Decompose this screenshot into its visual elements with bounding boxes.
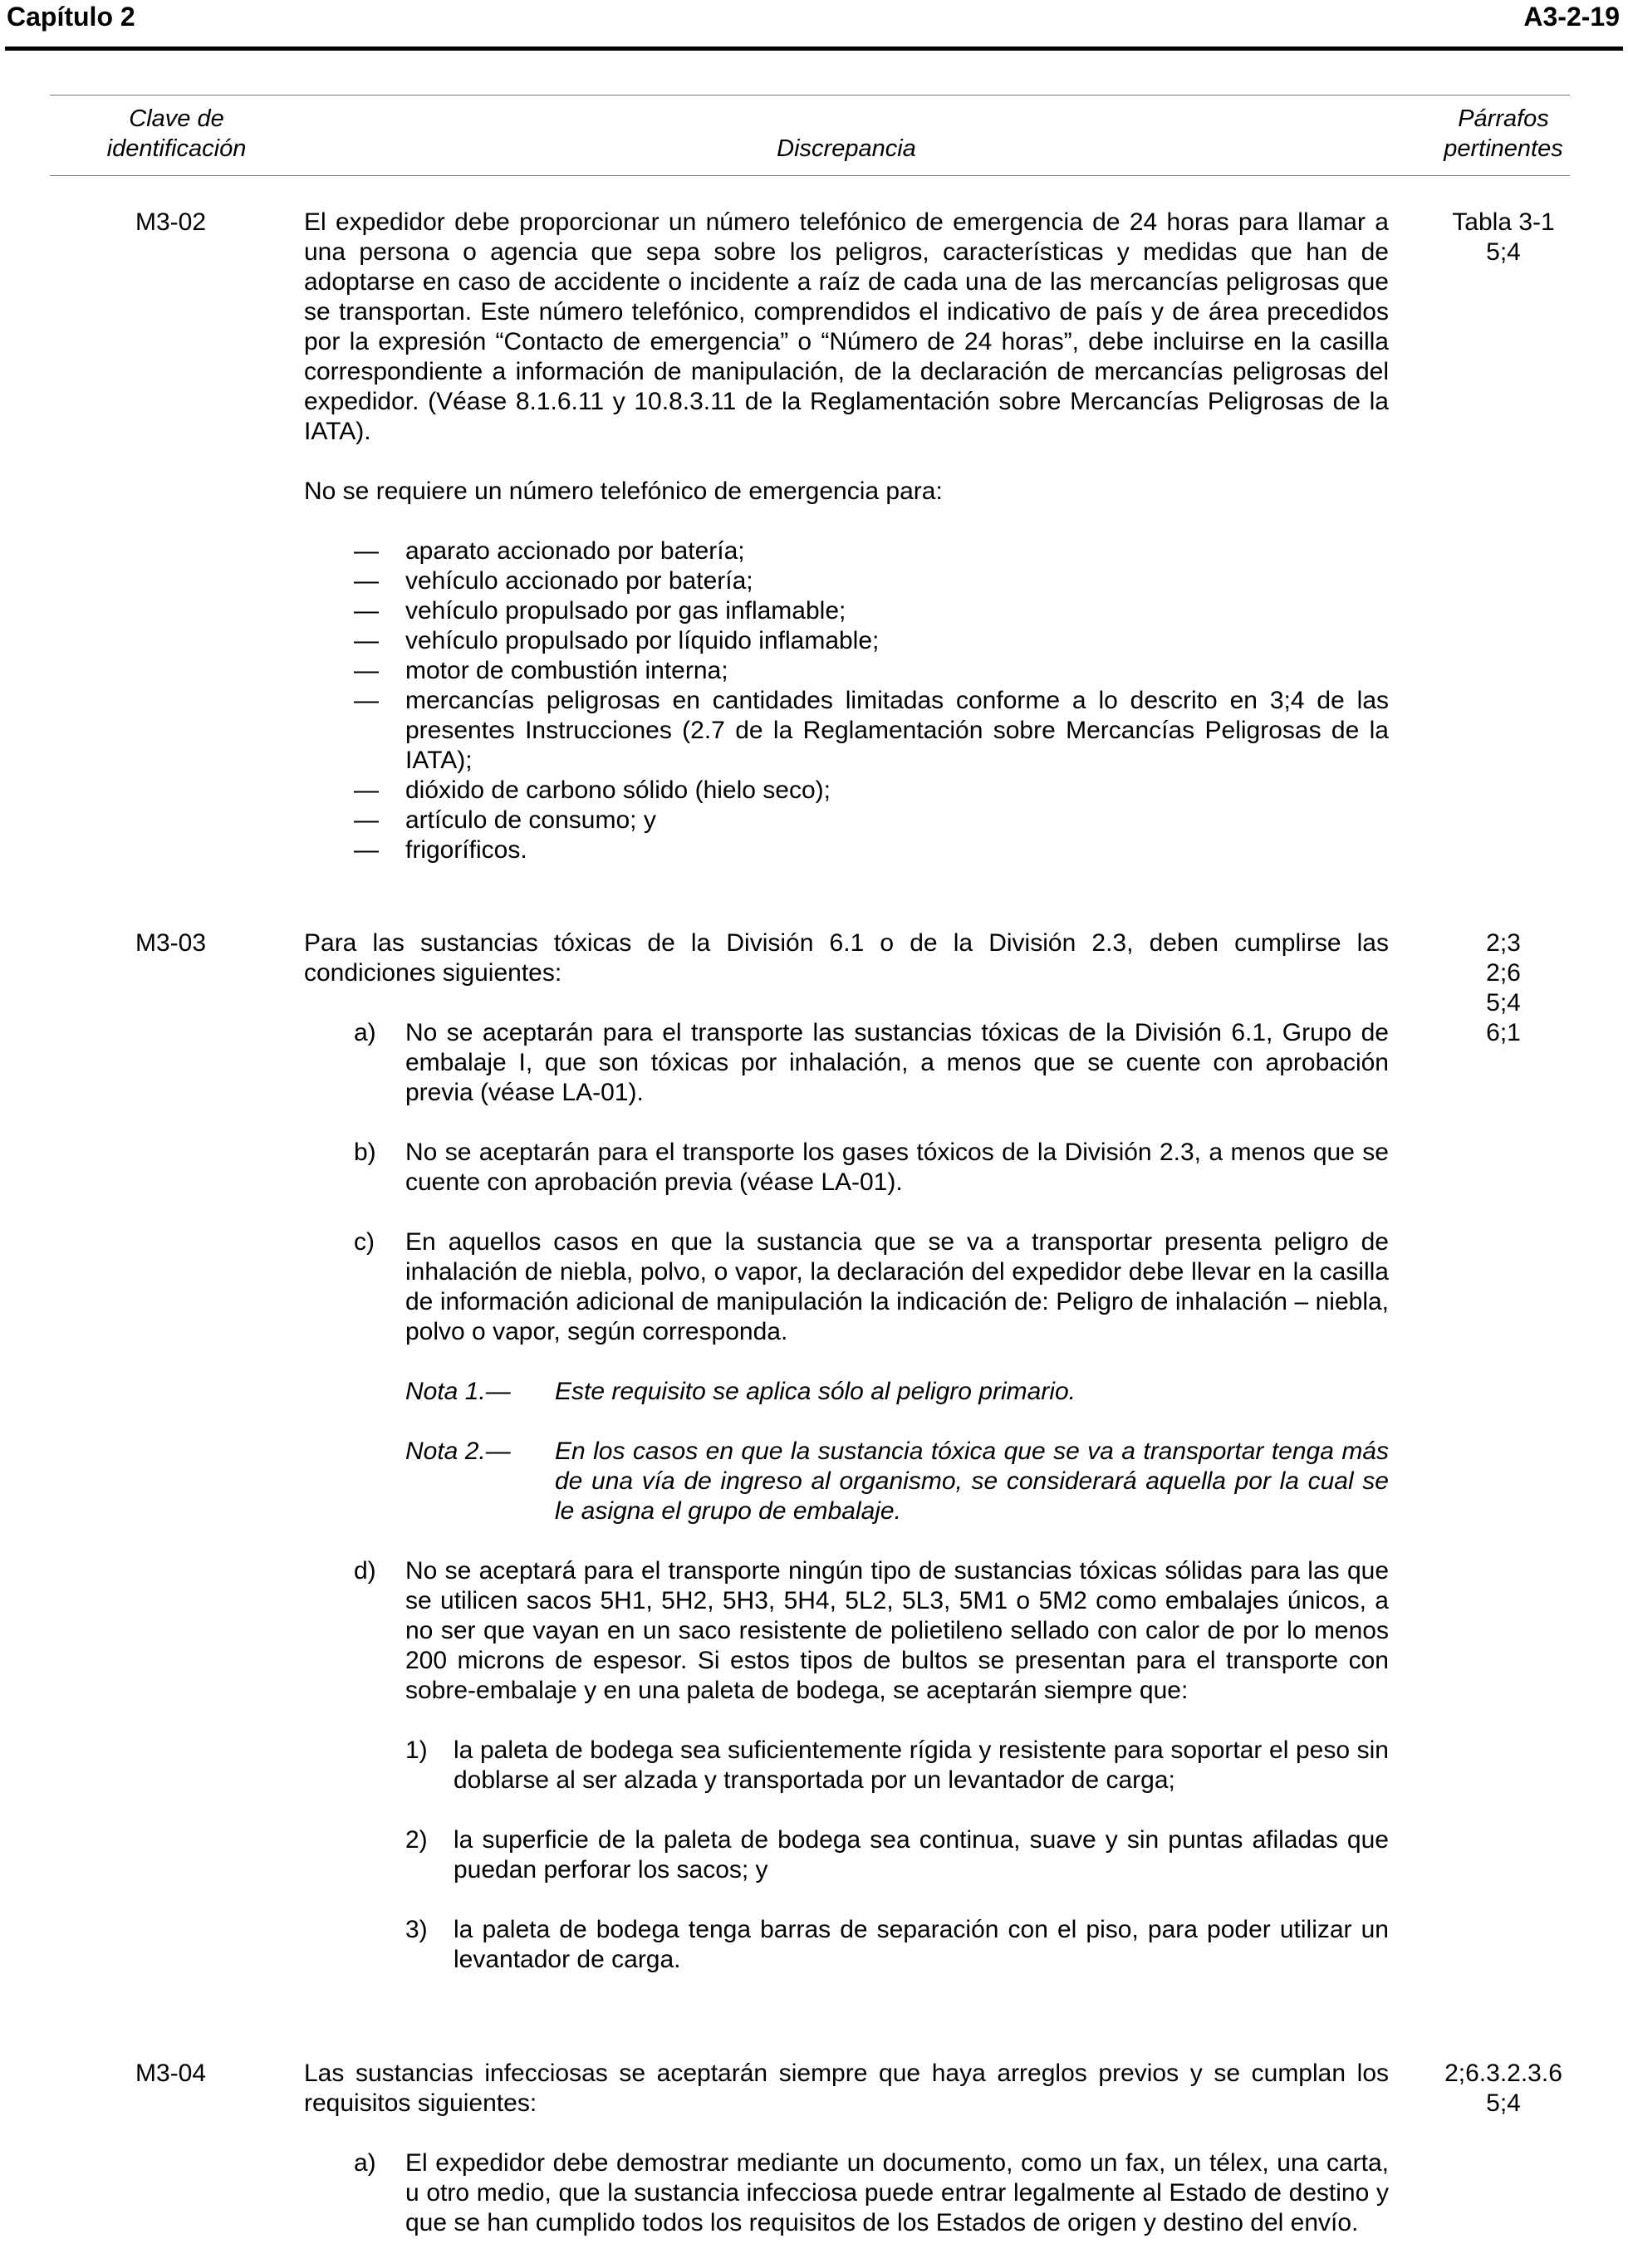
list-item <box>304 536 1389 566</box>
column-header-refs-line1: Párrafos <box>1458 105 1549 132</box>
dash-marker: — <box>354 836 379 864</box>
page-header <box>7 0 1620 35</box>
ref-item: 2;6 <box>1486 959 1521 987</box>
numbered-item <box>304 1915 1389 1975</box>
list-item-text: artículo de consumo; y <box>405 806 656 834</box>
ref-item: 5;4 <box>1486 989 1521 1016</box>
item-marker: 2) <box>405 1826 428 1854</box>
list-item-text: vehículo accionado por batería; <box>405 567 753 595</box>
list-item-text: motor de combustión interna; <box>405 657 728 684</box>
numbered-item <box>304 1825 1389 1885</box>
entry-body <box>304 928 1389 1975</box>
item-marker: c) <box>354 1228 375 1256</box>
table-header-rule <box>50 175 1570 176</box>
note-text: Este requisito se aplica sólo al peligro primario. <box>555 1378 1076 1405</box>
column-header-refs <box>1416 104 1591 164</box>
dash-marker: — <box>354 776 379 804</box>
ref-item: 5;4 <box>1486 238 1521 266</box>
sub-item-d <box>304 1556 1389 1706</box>
numbered-item-text: la paleta de bodega sea suficientemente rígida y resistente para soportar el peso sin doblarse al ser alzada y transportada por un levantador de carga; <box>454 1737 1389 1794</box>
column-header-refs-line2: pertinentes <box>1444 135 1563 162</box>
list-item <box>304 656 1389 686</box>
numbered-item-text: la paleta de bodega tenga barras de separación con el piso, para poder utilizar un levantador de carga. <box>454 1916 1389 1973</box>
list-item <box>304 626 1389 656</box>
entry-refs <box>1416 2059 1591 2119</box>
sub-item-text: El expedidor debe demostrar mediante un documento, como un fax, un télex, una carta, u otro medio, que la sustancia infecciosa puede entrar legalmente al Estado de destino y que se han cumplido todos los requisitos de los Estados de origen y destino del envío. <box>405 2149 1389 2236</box>
header-rule <box>5 47 1623 51</box>
sub-item-a <box>304 2148 1389 2238</box>
note-text: En los casos en que la sustancia tóxica que se va a transportar tenga más de una vía de ingreso al organismo, se considerará aquella por la cual se le asigna el grupo de embalaje. <box>555 1438 1389 1525</box>
sub-item-text: No se aceptarán para el transporte los gases tóxicos de la División 2.3, a menos que se cuente con aprobación previa (véase LA-01). <box>405 1139 1389 1196</box>
dash-marker: — <box>354 806 379 834</box>
entry-refs <box>1416 928 1591 1048</box>
sub-item-text: En aquellos casos en que la sustancia que se va a transportar presenta peligro de inhalación de niebla, polvo, o vapor, la declaración del expedidor debe llevar en la casilla de información adicional de manipulación la indicación de: Peligro de inhalación – niebla, polvo o vapor, según corresponda. <box>405 1228 1389 1345</box>
exemption-list <box>304 536 1389 865</box>
sub-item-b <box>304 1138 1389 1198</box>
entry-key: M3-03 <box>135 929 207 957</box>
entry-refs <box>1416 208 1591 267</box>
entry-key: M3-02 <box>135 208 207 236</box>
list-item-text: vehículo propulsado por gas inflamable; <box>405 597 846 625</box>
ref-item: 2;3 <box>1486 929 1521 957</box>
item-marker: a) <box>354 2149 376 2177</box>
dash-marker: — <box>354 627 379 654</box>
list-item <box>304 776 1389 806</box>
dash-marker: — <box>354 537 379 565</box>
sub-item-text: No se aceptará para el transporte ningún tipo de sustancias tóxicas sólidas para las que se utilicen sacos 5H1, 5H2, 5H3, 5H4, 5L2, 5L3, 5M1 o 5M2 como embalajes únicos, a no ser que vayan en un saco resistente de polietileno sellado con calor de por lo menos 200 microns de espesor. Si estos tipos de bultos se presentan para el transporte con sobre-embalaje y en una paleta de bodega, se aceptarán siempre que: <box>405 1557 1389 1704</box>
page-number: A3-2-19 <box>1523 2 1620 32</box>
list-item-text: aparato accionado por batería; <box>405 537 745 565</box>
item-marker: d) <box>354 1557 376 1585</box>
column-header-key-line1: Clave de <box>129 105 224 132</box>
note-label: Nota 2.— <box>405 1438 511 1465</box>
entry-body <box>304 2059 1389 2238</box>
sub-item-a <box>304 1018 1389 1108</box>
list-item-text: vehículo propulsado por líquido inflamable; <box>405 627 880 654</box>
list-item-text: dióxido de carbono sólido (hielo seco); <box>405 776 831 804</box>
note-label: Nota 1.— <box>405 1378 511 1405</box>
ref-item: 2;6.3.2.3.6 <box>1444 2060 1562 2087</box>
table-top-rule <box>50 95 1570 96</box>
list-item <box>304 806 1389 835</box>
list-item-text: mercancías peligrosas en cantidades limitadas conforme a lo descrito en 3;4 de las presentes Instrucciones (2.7 de la Reglamentación sobre Mercancías Peligrosas de la IATA); <box>405 687 1389 774</box>
entry-body <box>304 208 1389 865</box>
entry-key: M3-04 <box>135 2060 207 2087</box>
paragraph: No se requiere un número telefónico de emergencia para: <box>304 478 943 505</box>
note-1 <box>304 1377 1389 1407</box>
note-2 <box>304 1437 1389 1526</box>
item-marker: 3) <box>405 1916 428 1943</box>
item-marker: a) <box>354 1019 376 1046</box>
paragraph: Para las sustancias tóxicas de la División 6.1 o de la División 2.3, deben cumplirse las condiciones siguientes: <box>304 929 1389 987</box>
paragraph: El expedidor debe proporcionar un número telefónico de emergencia de 24 horas para llamar a una persona o agencia que sepa sobre los peligros, características y medidas que han de adoptarse en caso de accidente o incidente a raíz de cada una de las mercancías peligrosas que se transportan. Este número telefónico, comprendidos el indicativo de país y de área precedidos por la expresión “Contacto de emergencia” o “Número de 24 horas”, debe incluirse en la casilla correspondiente a información de manipulación, de la declaración de mercancías peligrosas del expedidor. (Véase 8.1.6.11 y 10.8.3.11 de la Reglamentación sobre Mercancías Peligrosas de la IATA). <box>304 208 1389 445</box>
column-header-key-line2: identificación <box>106 135 247 162</box>
numbered-item <box>304 1736 1389 1795</box>
paragraph: Las sustancias infecciosas se aceptarán siempre que haya arreglos previos y se cumplan los requisitos siguientes: <box>304 2060 1389 2117</box>
list-item <box>304 686 1389 776</box>
item-marker: b) <box>354 1139 376 1166</box>
numbered-item-text: la superficie de la paleta de bodega sea continua, suave y sin puntas afiladas que puedan perforar los sacos; y <box>454 1826 1389 1883</box>
ref-item: 6;1 <box>1486 1019 1521 1046</box>
sub-item-c <box>304 1227 1389 1347</box>
chapter-title: Capítulo 2 <box>7 2 135 32</box>
list-item-text: frigoríficos. <box>405 836 527 864</box>
sub-item-text: No se aceptarán para el transporte las sustancias tóxicas de la División 6.1, Grupo de embalaje I, que son tóxicas por inhalación, a menos que se cuente con aprobación previa (véase LA-01). <box>405 1019 1389 1106</box>
dash-marker: — <box>354 687 379 714</box>
item-marker: 1) <box>405 1737 428 1764</box>
dash-marker: — <box>354 567 379 595</box>
column-header-discrepancy: Discrepancia <box>777 135 916 162</box>
list-item <box>304 566 1389 596</box>
ref-item: 5;4 <box>1486 2089 1521 2117</box>
list-item <box>304 596 1389 626</box>
dash-marker: — <box>354 597 379 625</box>
dash-marker: — <box>354 657 379 684</box>
list-item <box>304 835 1389 865</box>
ref-item: Tabla 3-1 <box>1452 208 1555 236</box>
column-header-key <box>75 104 278 164</box>
